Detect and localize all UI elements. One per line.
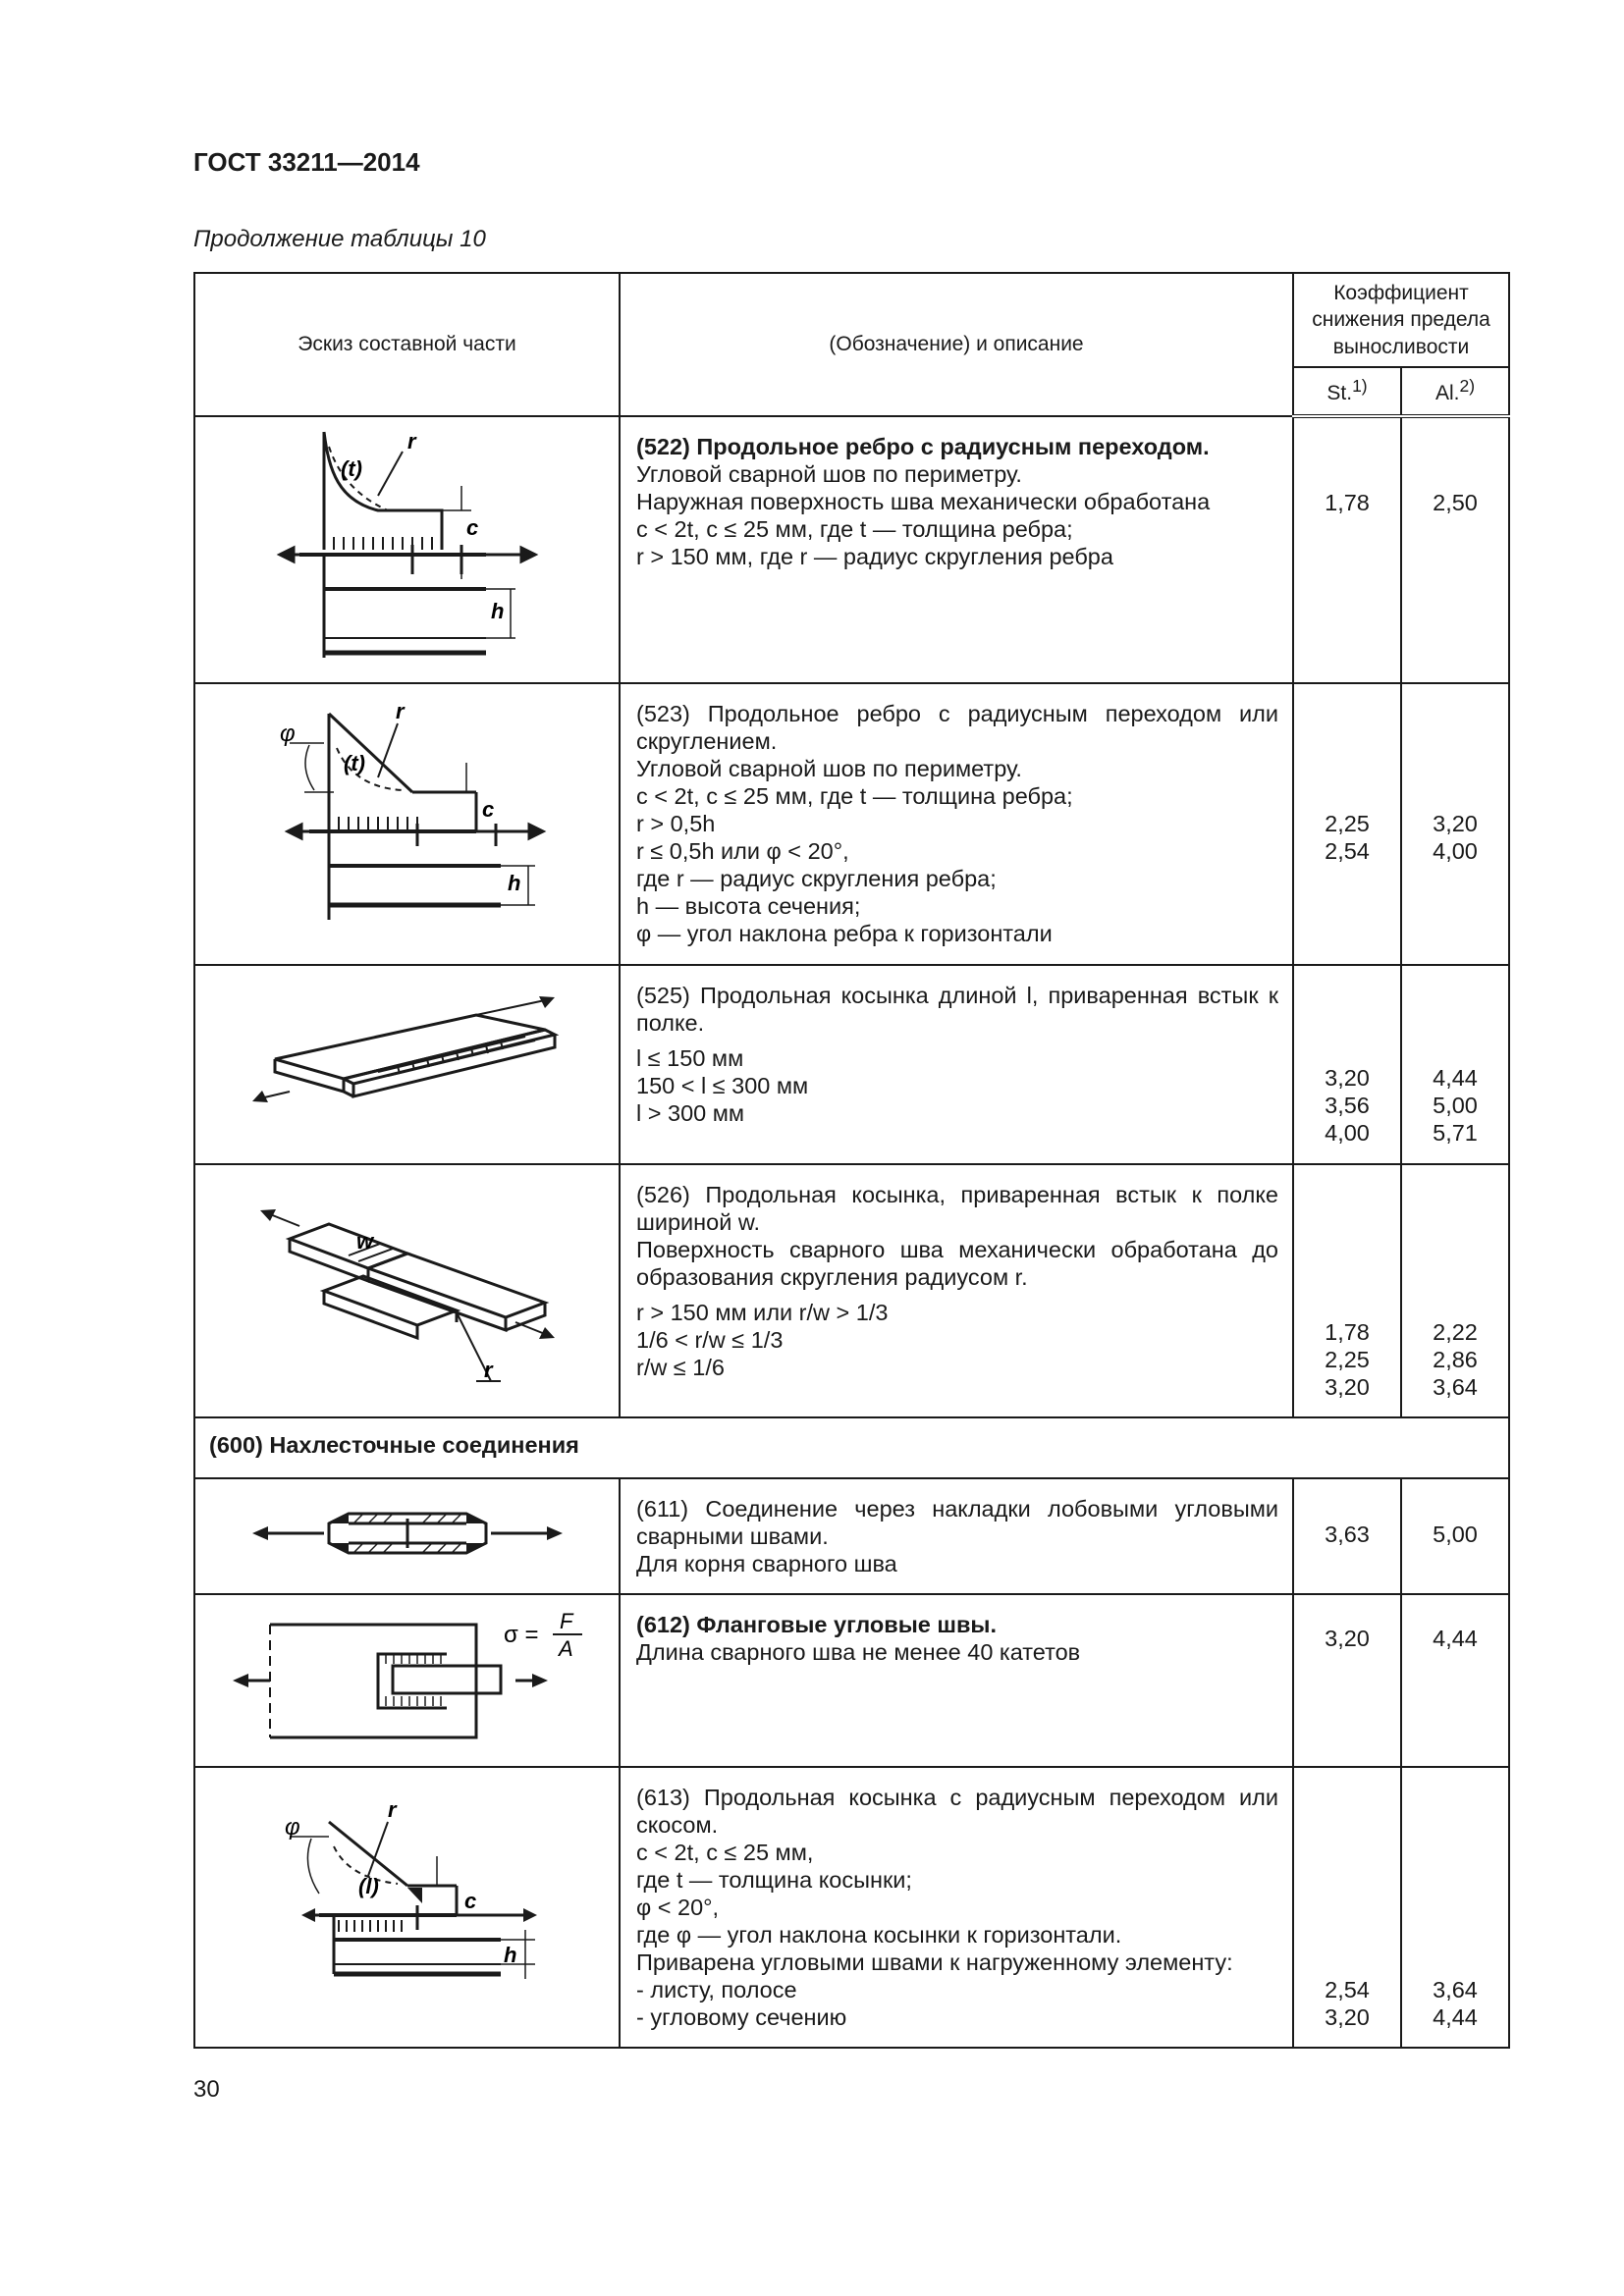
coef-st-611-value: 3,63 — [1325, 1522, 1370, 1547]
sketch-523-label-phi: φ — [279, 721, 296, 747]
desc-523-line-7: h — высота сечения; — [636, 893, 861, 919]
coef-al-612 — [1401, 1594, 1509, 1767]
desc-611-line-1: (611) Соединение через накладки лобовыми угловыми сварными швами. — [636, 1496, 1278, 1549]
sketch-522-label-t: (t) — [340, 456, 362, 481]
description-612 — [620, 1594, 1293, 1767]
sketch-526-label-w: w — [355, 1229, 373, 1254]
desc-523-line-3: c < 2t, c ≤ 25 мм, где t — толщина ребра; — [636, 783, 1073, 809]
sketch-612 — [194, 1594, 620, 1767]
coef-al-526-value-2: 2,86 — [1433, 1347, 1478, 1372]
coef-st-522 — [1293, 416, 1401, 683]
sketch-525 — [194, 965, 620, 1164]
header-al-footnote: 2) — [1459, 376, 1476, 397]
sketch-523-label-h: h — [507, 871, 520, 895]
coef-al-613 — [1401, 1767, 1509, 2048]
coef-st-522-value: 1,78 — [1325, 490, 1370, 515]
desc-523-line-2: Угловой сварной шов по периметру. — [636, 756, 1022, 781]
sketch-613-label-phi: φ — [284, 1814, 300, 1841]
desc-526-line-5: r/w ≤ 1/6 — [636, 1355, 725, 1380]
coef-st-526-value-2: 2,25 — [1325, 1347, 1370, 1372]
coef-st-525-value-1: 3,20 — [1325, 1065, 1370, 1091]
fatigue-coefficient-table — [193, 272, 1510, 2049]
header-st-label: St. — [1326, 382, 1353, 405]
coef-al-611-value: 5,00 — [1433, 1522, 1478, 1547]
header-coefficient: Коэффициент снижения предела выносливости — [1293, 273, 1509, 367]
coef-st-525-value-3: 4,00 — [1325, 1120, 1370, 1146]
sketch-612-label-A: A — [558, 1636, 573, 1661]
sketch-522-label-r: r — [406, 429, 416, 454]
table-row-613 — [194, 1767, 1509, 2048]
coef-st-523 — [1293, 683, 1401, 965]
sketch-613-label-r: r — [387, 1797, 397, 1822]
desc-523-line-1: (523) Продольное ребро с радиусным переходом или скруглением. — [636, 701, 1278, 754]
coef-al-526-value-1: 2,22 — [1433, 1319, 1478, 1345]
sketch-523-label-t: (t) — [343, 751, 365, 775]
sketch-523 — [194, 683, 620, 965]
table-row-525 — [194, 965, 1509, 1164]
sketch-526-label-r: r — [483, 1358, 493, 1382]
desc-523-line-4: r > 0,5h — [636, 811, 716, 836]
coef-al-611 — [1401, 1478, 1509, 1594]
sketch-522-label-c: c — [465, 515, 478, 540]
table-row-526 — [194, 1164, 1509, 1417]
coef-al-525-value-3: 5,71 — [1433, 1120, 1478, 1146]
desc-525-line-1: (525) Продольная косынка длиной l, приваренная встык к полке. — [636, 983, 1278, 1036]
sketch-522 — [194, 416, 620, 683]
table-row-522 — [194, 416, 1509, 683]
desc-523-line-5: r ≤ 0,5h или φ < 20°, — [636, 838, 849, 864]
desc-523-line-8: φ — угол наклона ребра к горизонтали — [636, 921, 1053, 946]
coef-st-612-value: 3,20 — [1325, 1626, 1370, 1651]
desc-612-line-1: (612) Фланговые угловые швы. — [636, 1612, 997, 1637]
sketch-613 — [194, 1767, 620, 2048]
coef-st-523-value-2: 2,54 — [1325, 838, 1370, 864]
desc-522-line-3: Наружная поверхность шва механически обработана — [636, 489, 1211, 514]
sketch-613-label-l: (l) — [357, 1874, 379, 1898]
header-al-label: Al. — [1435, 382, 1460, 405]
desc-525-line-2: l ≤ 150 мм — [636, 1045, 744, 1071]
header-st-footnote: 1) — [1352, 376, 1368, 397]
desc-613-line-5: где φ — угол наклона косынки к горизонтали. — [636, 1922, 1122, 1948]
desc-523-line-6: где r — радиус скругления ребра; — [636, 866, 997, 891]
sketch-523-label-c: c — [481, 797, 494, 822]
group-600-title: (600) Нахлесточные соединения — [194, 1417, 1509, 1478]
sketch-522-label-h: h — [490, 599, 504, 623]
coef-st-525-value-2: 3,56 — [1325, 1093, 1370, 1118]
page-number: 30 — [193, 2076, 220, 2103]
coef-st-525 — [1293, 965, 1401, 1164]
desc-613-line-2: c < 2t, c ≤ 25 мм, — [636, 1840, 814, 1865]
sketch-611-drawing — [231, 1479, 584, 1587]
sketch-522-drawing — [231, 417, 584, 674]
sketch-613-label-c: c — [463, 1889, 476, 1913]
coef-st-526 — [1293, 1164, 1401, 1417]
coef-al-613-value-2: 4,44 — [1433, 2004, 1478, 2030]
coef-al-523-value-2: 4,00 — [1433, 838, 1478, 864]
desc-526-line-1: (526) Продольная косынка, приваренная встык к полке шириной w. — [636, 1182, 1278, 1235]
coef-st-612 — [1293, 1594, 1401, 1767]
sketch-523-label-r: r — [395, 699, 405, 723]
desc-526-line-2: Поверхность сварного шва механически обработана до образования скругления радиусом r. — [636, 1237, 1278, 1290]
desc-522-line-2: Угловой сварной шов по периметру. — [636, 461, 1022, 487]
description-526 — [620, 1164, 1293, 1417]
desc-522-line-4: c < 2t, c ≤ 25 мм, где t — толщина ребра; — [636, 516, 1073, 542]
sketch-613-drawing — [231, 1768, 584, 2033]
document-id: ГОСТ 33211—2014 — [193, 147, 420, 177]
header-sketch: Эскиз составной части — [194, 273, 620, 416]
table-continuation-caption: Продолжение таблицы 10 — [193, 226, 486, 252]
desc-613-line-8: - угловому сечению — [636, 2004, 847, 2030]
group-row-600 — [194, 1417, 1509, 1478]
coef-st-613 — [1293, 1767, 1401, 2048]
coef-al-526-value-3: 3,64 — [1433, 1374, 1478, 1400]
desc-613-line-1: (613) Продольная косынка с радиусным переходом или скосом. — [636, 1785, 1278, 1838]
table-row-612 — [194, 1594, 1509, 1767]
desc-522-line-1: (522) Продольное ребро с радиусным переходом. — [636, 434, 1210, 459]
desc-613-line-7: - листу, полосе — [636, 1977, 797, 2002]
description-525 — [620, 965, 1293, 1164]
description-523 — [620, 683, 1293, 965]
coef-st-523-value-1: 2,25 — [1325, 811, 1370, 836]
header-st — [1293, 367, 1401, 416]
header-description: (Обозначение) и описание — [620, 273, 1293, 416]
coef-st-526-value-1: 1,78 — [1325, 1319, 1370, 1345]
sketch-523-drawing — [231, 684, 584, 939]
desc-526-line-3: r > 150 мм или r/w > 1/3 — [636, 1300, 889, 1325]
desc-525-line-4: l > 300 мм — [636, 1100, 745, 1126]
sketch-611 — [194, 1478, 620, 1594]
coef-al-523 — [1401, 683, 1509, 965]
sketch-612-label-F: F — [559, 1609, 572, 1633]
coef-al-525 — [1401, 965, 1509, 1164]
desc-613-line-4: φ < 20°, — [636, 1895, 720, 1920]
coef-al-522-value: 2,50 — [1433, 490, 1478, 515]
description-522 — [620, 416, 1293, 683]
desc-613-line-6: Приварена угловыми швами к нагруженному элементу: — [636, 1949, 1233, 1975]
coef-st-611 — [1293, 1478, 1401, 1594]
table-row-523 — [194, 683, 1509, 965]
coef-al-523-value-1: 3,20 — [1433, 811, 1478, 836]
sketch-526-drawing — [231, 1165, 584, 1411]
sketch-612-drawing — [221, 1595, 594, 1762]
desc-526-line-4: 1/6 < r/w ≤ 1/3 — [636, 1327, 784, 1353]
desc-611-line-2: Для корня сварного шва — [636, 1551, 897, 1576]
description-611 — [620, 1478, 1293, 1594]
coef-al-612-value: 4,44 — [1433, 1626, 1478, 1651]
coef-al-525-value-1: 4,44 — [1433, 1065, 1478, 1091]
coef-al-522 — [1401, 416, 1509, 683]
desc-613-line-3: где t — толщина косынки; — [636, 1867, 912, 1893]
table-row-611 — [194, 1478, 1509, 1594]
desc-522-line-5: r > 150 мм, где r — радиус скругления ребра — [636, 544, 1113, 569]
coef-st-613-value-2: 3,20 — [1325, 2004, 1370, 2030]
coef-st-613-value-1: 2,54 — [1325, 1977, 1370, 2002]
desc-525-line-3: 150 < l ≤ 300 мм — [636, 1073, 809, 1098]
header-al — [1401, 367, 1509, 416]
coef-al-613-value-1: 3,64 — [1433, 1977, 1478, 2002]
desc-612-line-2: Длина сварного шва не менее 40 катетов — [636, 1639, 1081, 1665]
sketch-525-drawing — [231, 966, 584, 1157]
description-613 — [620, 1767, 1293, 2048]
sketch-612-label-sigma: σ = — [503, 1622, 538, 1648]
sketch-613-label-h: h — [503, 1943, 516, 1967]
coef-al-525-value-2: 5,00 — [1433, 1093, 1478, 1118]
sketch-526 — [194, 1164, 620, 1417]
coef-st-526-value-3: 3,20 — [1325, 1374, 1370, 1400]
coef-al-526 — [1401, 1164, 1509, 1417]
